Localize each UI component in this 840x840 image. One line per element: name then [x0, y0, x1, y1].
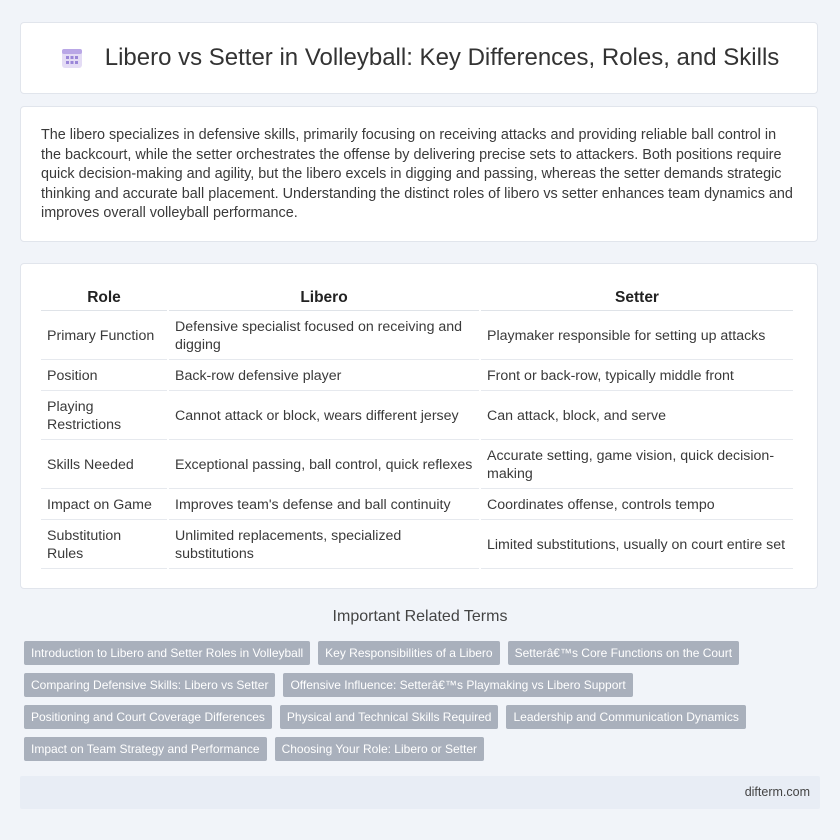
comparison-table — [39, 286, 795, 571]
header-role: Role — [41, 288, 167, 311]
tag-row — [24, 705, 824, 729]
table-row — [41, 313, 793, 360]
related-term-tag[interactable]: Impact on Team Strategy and Performance — [24, 737, 267, 761]
related-term-tag[interactable]: Comparing Defensive Skills: Libero vs Setter — [24, 673, 275, 697]
setter-cell: Playmaker responsible for setting up attacks — [481, 313, 793, 360]
related-term-tag[interactable]: Positioning and Court Coverage Differences — [24, 705, 272, 729]
table-row — [41, 442, 793, 489]
header-setter: Setter — [481, 288, 793, 311]
tag-row — [24, 641, 824, 665]
setter-cell: Limited substitutions, usually on court entire set — [481, 522, 793, 569]
libero-cell: Exceptional passing, ball control, quick reflexes — [169, 442, 479, 489]
libero-cell: Improves team's defense and ball continuity — [169, 491, 479, 520]
table-row — [41, 491, 793, 520]
setter-cell: Accurate setting, game vision, quick decision-making — [481, 442, 793, 489]
table-row — [41, 393, 793, 440]
footer-site-link[interactable]: difterm.com — [744, 785, 810, 799]
related-term-tag[interactable]: Offensive Influence: Setterâ€™s Playmaking vs Libero Support — [283, 673, 632, 697]
comparison-card — [20, 263, 818, 589]
tag-row — [24, 737, 824, 761]
row-label: Skills Needed — [41, 442, 167, 489]
libero-cell: Defensive specialist focused on receiving and digging — [169, 313, 479, 360]
row-label: Primary Function — [41, 313, 167, 360]
related-term-tag[interactable]: Setterâ€™s Core Functions on the Court — [508, 641, 739, 665]
related-term-tag[interactable]: Physical and Technical Skills Required — [280, 705, 499, 729]
row-label: Substitution Rules — [41, 522, 167, 569]
related-terms-list — [24, 641, 824, 769]
libero-cell: Back-row defensive player — [169, 362, 479, 391]
page-title: Libero vs Setter in Volleyball: Key Differences, Roles, and Skills — [104, 44, 780, 71]
table-row — [41, 362, 793, 391]
header-card — [20, 22, 818, 94]
tag-row — [24, 673, 824, 697]
footer — [20, 776, 820, 809]
summary-card — [20, 106, 818, 242]
table-row — [41, 522, 793, 569]
row-label: Position — [41, 362, 167, 391]
summary-text: The libero specializes in defensive skills, primarily focusing on receiving attacks and providing reliable ball control in the backcourt, while the setter orchestrates the offense by delivering precise sets to attackers. Both positions require quick decision-making and agility, but the libero excels in digging and passing, whereas the setter demands strategic thinking and accurate ball placement. Understanding the distinct roles of libero vs setter enhances team dynamics and improves overall volleyball performance. — [41, 127, 793, 221]
row-label: Impact on Game — [41, 491, 167, 520]
related-term-tag[interactable]: Key Responsibilities of a Libero — [318, 641, 499, 665]
libero-cell: Unlimited replacements, specialized substitutions — [169, 522, 479, 569]
related-terms-heading: Important Related Terms — [332, 608, 508, 625]
related-term-tag[interactable]: Introduction to Libero and Setter Roles in Volleyball — [24, 641, 310, 665]
setter-cell: Coordinates offense, controls tempo — [481, 491, 793, 520]
setter-cell: Can attack, block, and serve — [481, 393, 793, 440]
related-term-tag[interactable]: Leadership and Communication Dynamics — [506, 705, 745, 729]
table-header-row — [41, 288, 793, 311]
header-libero: Libero — [169, 288, 479, 311]
setter-cell: Front or back-row, typically middle front — [481, 362, 793, 391]
libero-cell: Cannot attack or block, wears different jersey — [169, 393, 479, 440]
calendar-grid-icon — [59, 45, 85, 71]
row-label: Playing Restrictions — [41, 393, 167, 440]
related-term-tag[interactable]: Choosing Your Role: Libero or Setter — [275, 737, 484, 761]
